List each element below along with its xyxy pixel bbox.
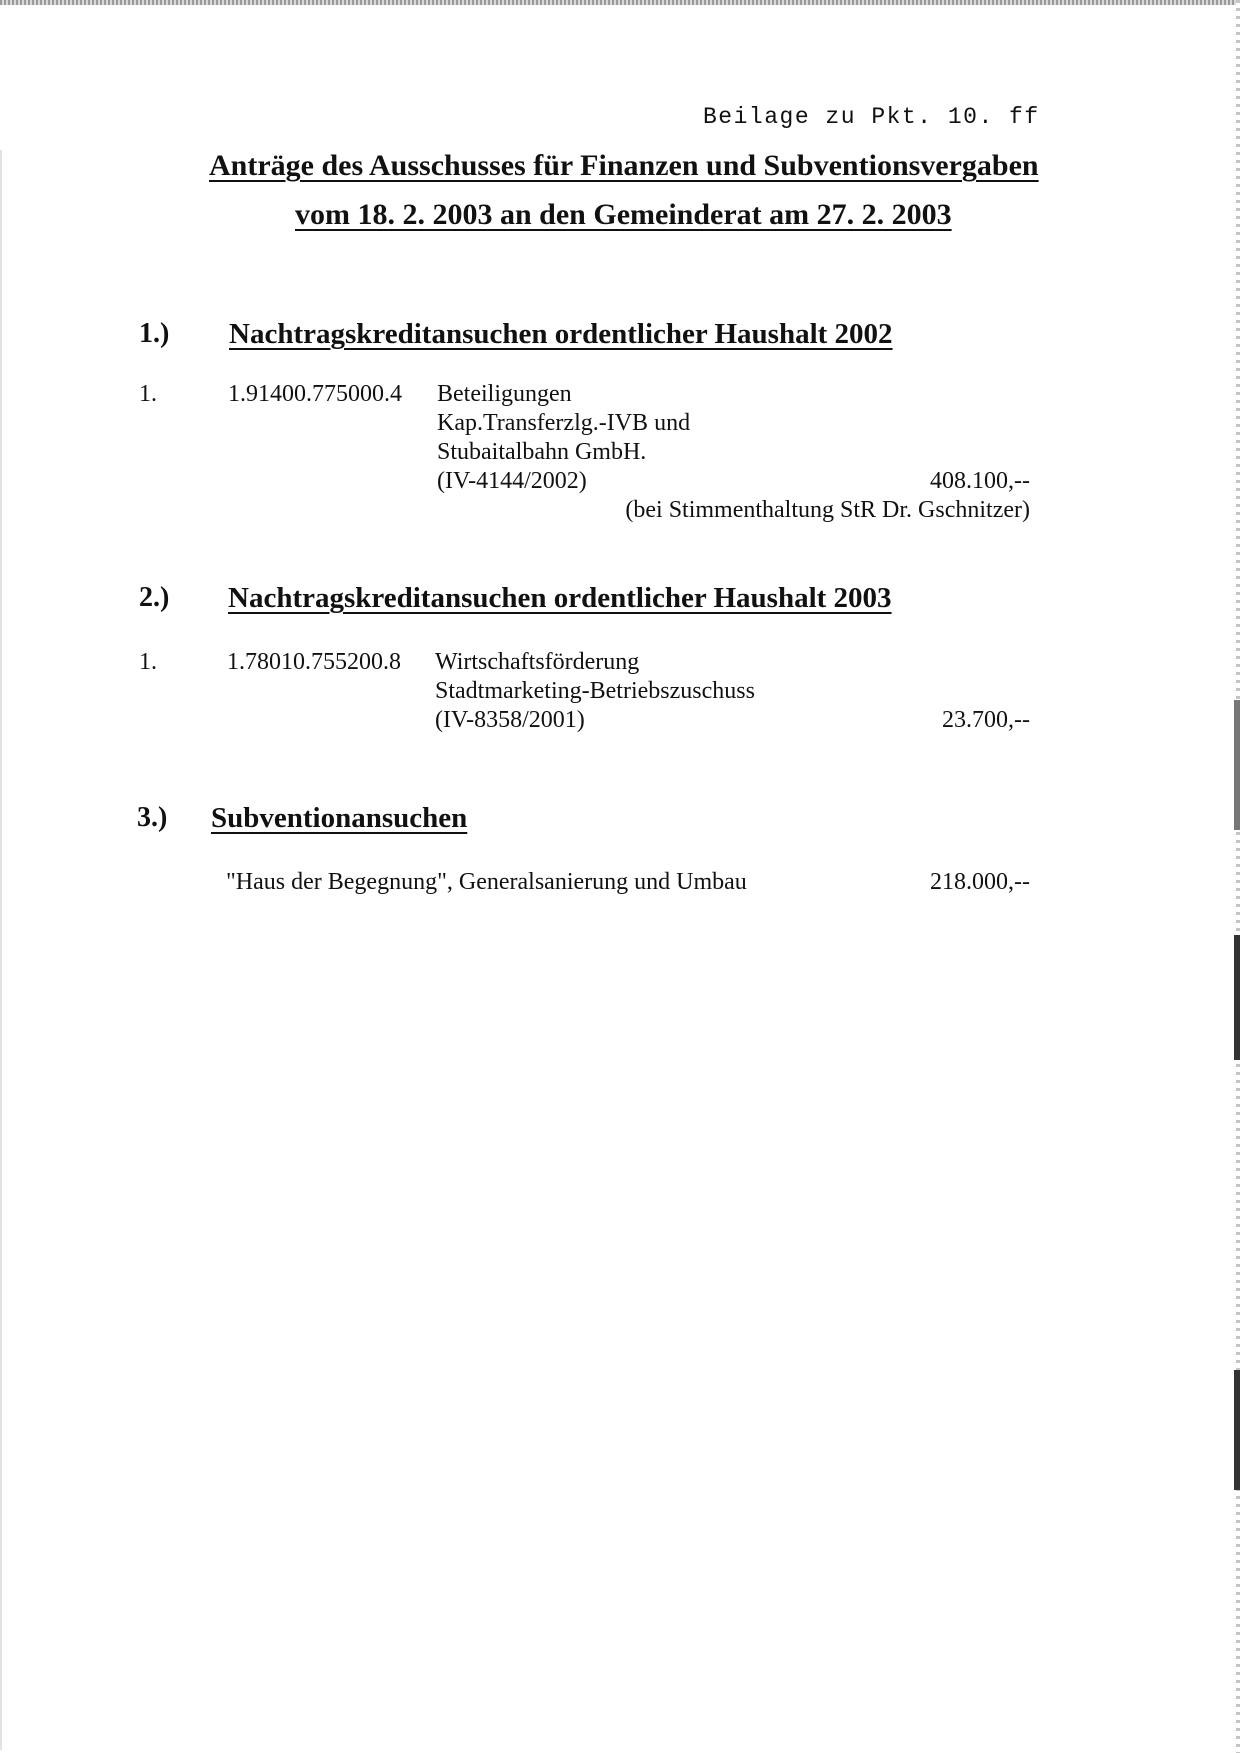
section-heading: Nachtragskreditansuchen ordentlicher Haushalt 2003	[228, 582, 892, 614]
item-note: (bei Stimmenthaltung StR Dr. Gschnitzer)	[625, 497, 1030, 523]
scan-edge-top	[0, 0, 1240, 5]
section-number: 2.)	[139, 582, 170, 613]
item-description	[435, 648, 755, 735]
item-amount: 408.100,--	[930, 468, 1030, 494]
document-title-line2: vom 18. 2. 2003 an den Gemeinderat am 27. 2. 2003	[295, 198, 952, 231]
item-number: 1.	[139, 649, 157, 675]
item-amount: 218.000,--	[930, 869, 1030, 895]
item-description-line: (IV-4144/2002)	[437, 468, 587, 494]
item-number: 1.	[139, 381, 157, 407]
item-description-line: Stubaitalbahn GmbH.	[437, 439, 647, 465]
item-account: 1.78010.755200.8	[227, 649, 401, 675]
scan-edge-right	[1236, 0, 1240, 1753]
item-description-line: Kap.Transferzlg.-IVB und	[437, 410, 691, 436]
item-account: 1.91400.775000.4	[228, 381, 402, 407]
section-number: 3.)	[137, 802, 168, 833]
section-heading: Subventionansuchen	[211, 802, 468, 834]
item-description-line: Beteiligungen	[437, 381, 572, 407]
item-description-line: Stadtmarketing-Betriebszuschuss	[435, 678, 755, 704]
item-description-line: Wirtschaftsförderung	[435, 649, 640, 675]
section-heading: Nachtragskreditansuchen ordentlicher Haushalt 2002	[229, 318, 893, 350]
item-description-line: (IV-8358/2001)	[435, 707, 585, 733]
section-number: 1.)	[139, 318, 170, 349]
item-description: "Haus der Begegnung", Generalsanierung und Umbau	[226, 869, 747, 895]
item-amount: 23.700,--	[942, 707, 1030, 733]
scan-mark	[1234, 700, 1240, 830]
enclosure-reference: Beilage zu Pkt. 10. ff	[703, 104, 1040, 130]
document-title-line1: Anträge des Ausschusses für Finanzen und Subventionsvergaben	[209, 149, 1039, 182]
scan-mark	[1234, 1370, 1240, 1490]
scan-mark	[1234, 935, 1240, 1060]
item-description	[437, 380, 690, 496]
scan-edge-left	[0, 150, 2, 1750]
